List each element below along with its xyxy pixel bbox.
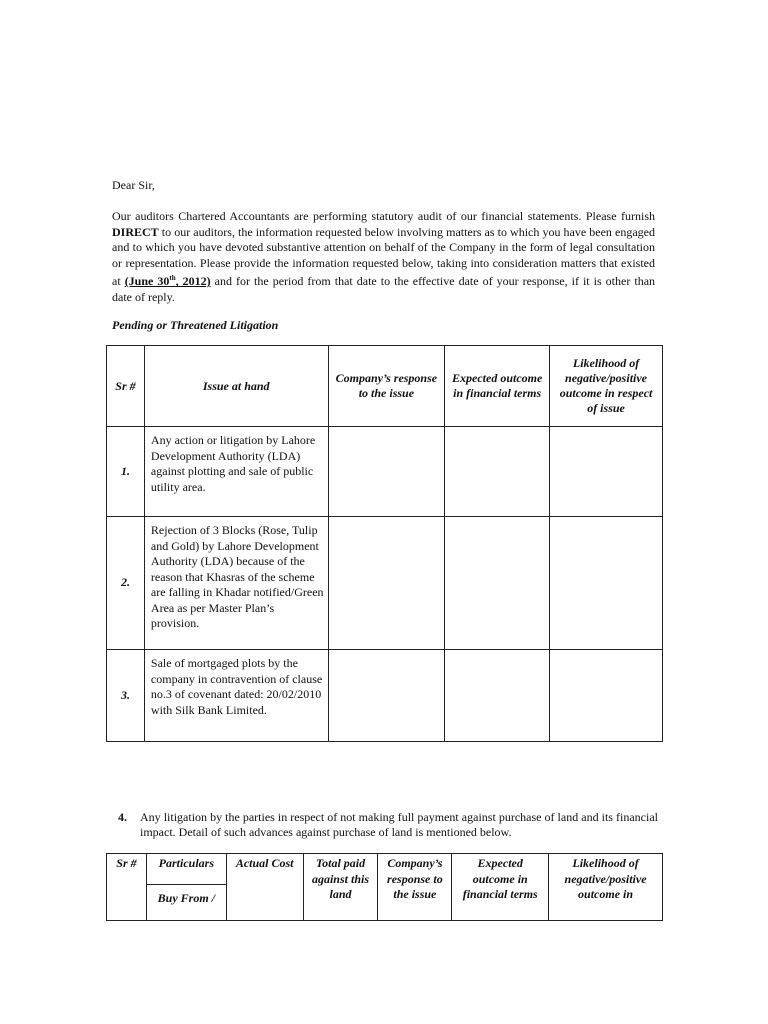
t2-header-buy-from: Buy From / — [146, 885, 226, 921]
header-likelihood: Likelihood of negative/positive outcome in respect of issue — [550, 346, 663, 427]
paragraph-text-2: to our auditors, the information requested below involving matters as to which you have been engaged and to which you have devoted substantive attention on behalf of the Company in the form of legal consultation or representation. Please provide the information requested below, taking into consideration matters that existed at — [112, 224, 655, 289]
direct-emphasis: DIRECT — [112, 224, 159, 239]
row-response-cell[interactable] — [328, 650, 445, 742]
header-issue: Issue at hand — [144, 346, 328, 427]
row-number: 3. — [107, 650, 145, 742]
row-issue: Sale of mortgaged plots by the company in contravention of clause no.3 of covenant dated: 20/02/2010 with Silk Bank Limited. — [144, 650, 328, 742]
header-response: Company’s response to the issue — [328, 346, 445, 427]
row-number: 1. — [107, 427, 145, 517]
table-header-row — [107, 346, 663, 427]
t2-header-actual-cost: Actual Cost — [226, 854, 303, 921]
row-issue: Rejection of 3 Blocks (Rose, Tulip and Gold) by Lahore Development Authority (LDA) because of the reason that Khasras of the scheme are falling in Khadar notified/Green Area as per Master Plan’s provision. — [144, 517, 328, 650]
land-purchase-table — [106, 853, 663, 921]
header-sr: Sr # — [107, 346, 145, 427]
item-4-text: Any litigation by the parties in respect of not making full payment against purchase of land and its financial impact. Detail of such advances against purchase of land is mentioned below. — [140, 810, 658, 839]
row-response-cell[interactable] — [328, 427, 445, 517]
t2-header-particulars: Particulars — [146, 854, 226, 885]
letter-paragraph — [112, 209, 655, 306]
paragraph-text-3: and for the period from that date to the effective date of your response, if it is other than date of reply. — [112, 274, 656, 304]
cutoff-date — [125, 274, 211, 288]
row-issue: Any action or litigation by Lahore Development Authority (LDA) against plotting and sale of public utility area. — [144, 427, 328, 517]
table-row — [107, 517, 663, 650]
cutoff-date-post: , 2012) — [175, 274, 211, 289]
t2-header-outcome: Expected outcome in financial terms — [452, 854, 549, 921]
row-number: 2. — [107, 517, 145, 650]
table2-header-row — [107, 854, 663, 885]
t2-header-sr: Sr # — [107, 854, 147, 921]
section-title: Pending or Threatened Litigation — [112, 318, 279, 332]
item-4-number: 4. — [118, 810, 127, 824]
cutoff-date-sup: th — [169, 274, 176, 283]
salutation: Dear Sir, — [112, 178, 155, 192]
table-row — [107, 650, 663, 742]
t2-header-response: Company’s response to the issue — [378, 854, 452, 921]
row-likelihood-cell[interactable] — [550, 427, 663, 517]
row-likelihood-cell[interactable] — [550, 650, 663, 742]
header-outcome: Expected outcome in financial terms — [445, 346, 550, 427]
table-row — [107, 427, 663, 517]
row-response-cell[interactable] — [328, 517, 445, 650]
row-likelihood-cell[interactable] — [550, 517, 663, 650]
t2-header-total-paid: Total paid against this land — [303, 854, 378, 921]
item-4 — [118, 810, 658, 840]
row-outcome-cell[interactable] — [445, 427, 550, 517]
t2-header-likelihood: Likelihood of negative/positive outcome in — [549, 854, 663, 921]
row-outcome-cell[interactable] — [445, 517, 550, 650]
row-outcome-cell[interactable] — [445, 650, 550, 742]
paragraph-text-1: Our auditors Chartered Accountants are performing statutory audit of our financial statements. Please furnish — [112, 209, 655, 223]
litigation-table — [106, 345, 663, 742]
cutoff-date-pre: (June 30 — [124, 274, 170, 289]
